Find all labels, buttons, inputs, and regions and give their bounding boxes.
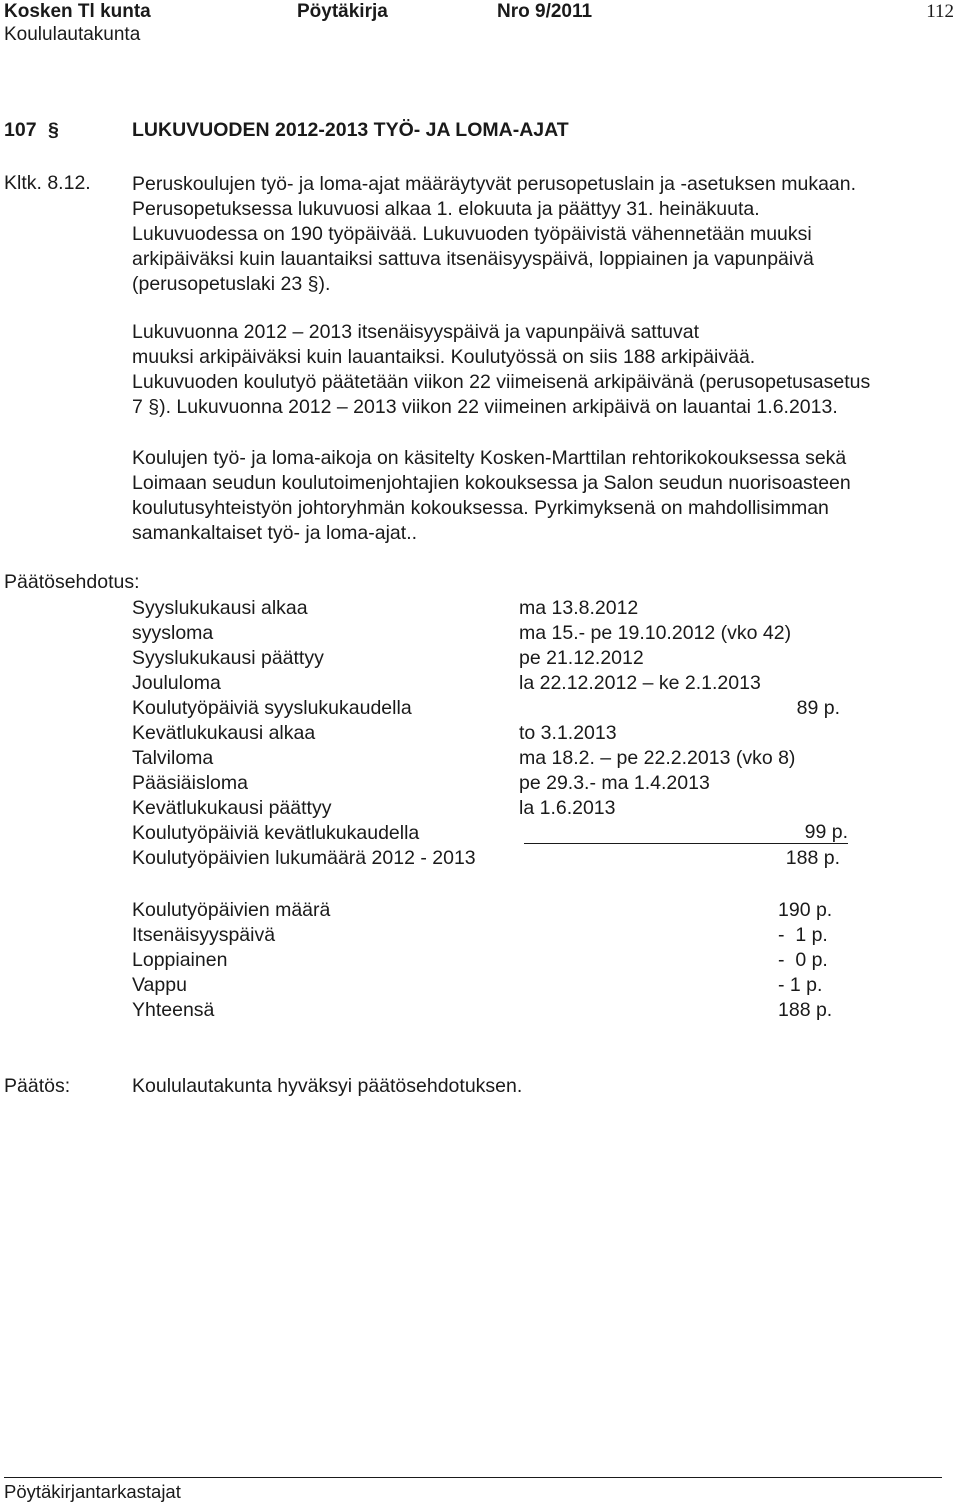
schedule-value: 89 p. [796, 697, 840, 719]
totals-value: 188 p. [778, 999, 833, 1021]
schedule-value: 99 p. [524, 821, 848, 844]
schedule-value: ma 15.- pe 19.10.2012 (vko 42) [519, 622, 792, 644]
totals-row [132, 898, 852, 923]
schedule-row [132, 721, 852, 746]
schedule-row [132, 771, 852, 796]
schedule-label: Talviloma [132, 747, 214, 769]
schedule-label: syysloma [132, 622, 214, 644]
paragraph-line: Peruskoulujen työ- ja loma-ajat määräytyvät perusopetuslain ja -asetuksen mukaan. [132, 173, 857, 195]
schedule-value: to 3.1.2013 [519, 722, 617, 744]
section-number [4, 119, 59, 142]
totals-value: - 1 p. [778, 924, 828, 946]
paragraph-line: Lukuvuoden koulutyö päätetään viikon 22 viimeisenä arkipäivänä (perusopetusasetus [132, 371, 871, 393]
schedule-value: pe 29.3.- ma 1.4.2013 [519, 772, 710, 794]
schedule-label: Koulutyöpäiviä syyslukukaudella [132, 697, 412, 719]
schedule-value: 188 p. [785, 847, 840, 869]
header-doc-type: Pöytäkirja [297, 1, 388, 22]
schedule-row [132, 646, 852, 671]
schedule-row [132, 696, 852, 721]
paragraph-line: (perusopetuslaki 23 §). [132, 273, 331, 295]
footer-rule [4, 1477, 942, 1478]
section-title: LUKUVUODEN 2012-2013 TYÖ- JA LOMA-AJAT [132, 119, 569, 141]
schedule-row [132, 846, 852, 871]
schedule-label: Koulutyöpäiviä kevätlukukaudella [132, 822, 420, 844]
section-ref: Kltk. 8.12. [4, 172, 91, 194]
totals-label: Koulutyöpäivien määrä [132, 899, 331, 921]
paragraph-2 [132, 320, 870, 420]
schedule-value: ma 18.2. – pe 22.2.2013 (vko 8) [519, 747, 796, 769]
schedule-row [132, 821, 852, 846]
schedule-value: la 1.6.2013 [519, 797, 616, 819]
section-number-text: 107 [4, 119, 37, 141]
schedule-value: ma 13.8.2012 [519, 597, 639, 619]
totals-row [132, 998, 852, 1023]
totals-value: - 0 p. [778, 949, 828, 971]
totals-label: Vappu [132, 974, 187, 996]
totals-row [132, 973, 852, 998]
schedule-label: Kevätlukukausi päättyy [132, 797, 332, 819]
schedule-row [132, 746, 852, 771]
paragraph-line: Lukuvuodessa on 190 työpäivää. Lukuvuoden työpäivistä vähennetään muuksi [132, 223, 812, 245]
totals-label: Yhteensä [132, 999, 215, 1021]
footer-signers: Pöytäkirjantarkastajat [4, 1481, 181, 1502]
paragraph-line: samankaltaiset työ- ja loma-ajat.. [132, 522, 418, 544]
schedule-label: Pääsiäisloma [132, 772, 248, 794]
schedule-value: pe 21.12.2012 [519, 647, 644, 669]
proposal-label: Päätösehdotus: [4, 571, 140, 593]
totals-value: 190 p. [778, 899, 833, 921]
paragraph-line: 7 §). Lukuvuonna 2012 – 2013 viikon 22 viimeinen arkipäivä on lauantai 1.6.2013. [132, 396, 838, 418]
header-body: Koululautakunta [4, 24, 141, 45]
schedule-row [132, 796, 852, 821]
totals-label: Loppiainen [132, 949, 228, 971]
schedule-label: Syyslukukausi päättyy [132, 647, 324, 669]
paragraph-line: arkipäiväksi kuin lauantaiksi sattuva itsenäisyyspäivä, loppiainen ja vapunpäivä [132, 248, 814, 270]
paragraph-line: Loimaan seudun koulutoimenjohtajien kokouksessa ja Salon seudun nuorisoasteen [132, 472, 851, 494]
schedule-label: Koulutyöpäivien lukumäärä 2012 - 2013 [132, 847, 476, 869]
paragraph-line: muuksi arkipäiväksi kuin lauantaiksi. Koulutyössä on siis 188 arkipäivää. [132, 346, 756, 368]
section-symbol: § [47, 119, 59, 141]
paragraph-line: Lukuvuonna 2012 – 2013 itsenäisyyspäivä ja vapunpäivä sattuvat [132, 321, 699, 343]
paragraph-3 [132, 446, 851, 546]
schedule-value: la 22.12.2012 – ke 2.1.2013 [519, 672, 761, 694]
totals-row [132, 948, 852, 973]
totals-row [132, 923, 852, 948]
totals-label: Itsenäisyyspäivä [132, 924, 276, 946]
header-doc-number: Nro 9/2011 [497, 1, 593, 22]
totals-value: - 1 p. [778, 974, 823, 996]
decision-label: Päätös: [4, 1075, 71, 1097]
header-page-number: 112 [926, 1, 954, 22]
paragraph-line: Koulujen työ- ja loma-aikoja on käsitelty Kosken-Marttilan rehtorikokouksessa sekä [132, 447, 847, 469]
schedule-row [132, 671, 852, 696]
decision-text: Koululautakunta hyväksyi päätösehdotuksen. [132, 1075, 523, 1097]
paragraph-1 [132, 172, 856, 297]
schedule-row [132, 621, 852, 646]
paragraph-line: koulutusyhteistyön johtoryhmän kokouksessa. Pyrkimyksenä on mahdollisimman [132, 497, 829, 519]
schedule-label: Joululoma [132, 672, 221, 694]
schedule-row [132, 596, 852, 621]
schedule-label: Kevätlukukausi alkaa [132, 722, 316, 744]
schedule-label: Syyslukukausi alkaa [132, 597, 308, 619]
paragraph-line: Perusopetuksessa lukuvuosi alkaa 1. elokuuta ja päättyy 31. heinäkuuta. [132, 198, 760, 220]
header-org: Kosken Tl kunta [4, 1, 151, 22]
